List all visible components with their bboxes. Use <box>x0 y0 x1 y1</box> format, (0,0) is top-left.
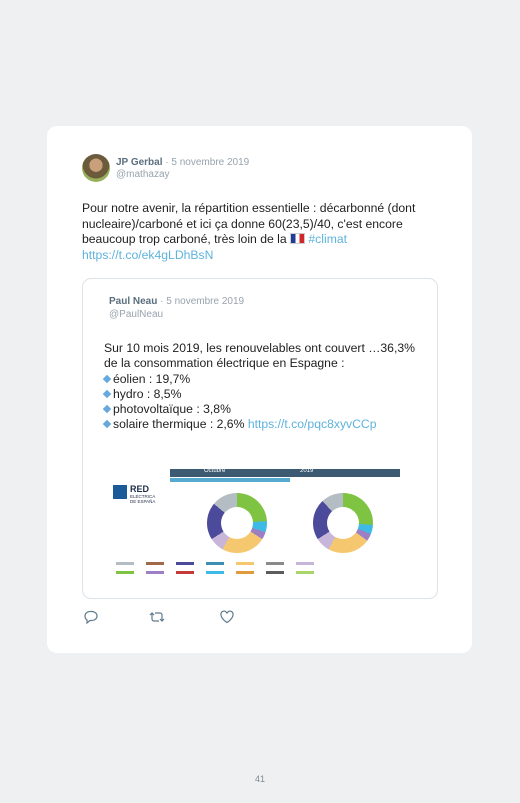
author-name[interactable]: JP Gerbal <box>116 157 163 168</box>
quoted-author-handle[interactable]: @PaulNeau <box>109 309 164 320</box>
legend-swatch <box>176 562 194 565</box>
list-item: photovoltaïque : 3,8% <box>104 402 424 417</box>
logo-line-3: DE ESPAÑA <box>130 499 156 504</box>
legend-swatch <box>176 571 194 574</box>
quoted-author-name[interactable]: Paul Neau <box>109 296 158 307</box>
diamond-icon <box>103 405 111 413</box>
legend-swatch <box>266 571 284 574</box>
chart-legend <box>116 559 406 577</box>
tweet-date[interactable]: · 5 novembre 2019 <box>165 157 250 168</box>
reply-icon[interactable] <box>83 609 99 625</box>
tweet-link[interactable]: https://t.co/ek4gLDhBsN <box>82 247 214 262</box>
media-url-bar <box>170 478 290 482</box>
quoted-date[interactable]: · 5 novembre 2019 <box>160 296 245 307</box>
legend-swatch <box>116 562 134 565</box>
legend-swatch <box>296 562 314 565</box>
legend-swatch <box>146 571 164 574</box>
legend-swatch <box>116 571 134 574</box>
donut-chart-left <box>207 493 267 553</box>
author-handle[interactable]: @mathazay <box>116 169 170 180</box>
tweet-body: Pour notre avenir, la répartition essentielle : décarbonné (dont nucleaire)/carboné et ici ça donne 60(23,5)/40, c'est encore beaucoup trop carboné, très loin de la <box>82 201 416 246</box>
media-header-left: Octubre <box>204 468 226 474</box>
hashtag-link[interactable]: #climat <box>308 232 348 246</box>
france-flag-icon <box>290 233 305 244</box>
donut-chart-right <box>313 493 373 553</box>
diamond-icon <box>103 390 111 398</box>
list-item: éolien : 19,7% <box>104 372 424 387</box>
quoted-tweet[interactable] <box>82 278 438 599</box>
diamond-icon <box>103 420 111 428</box>
legend-swatch <box>236 571 254 574</box>
legend-swatch <box>146 562 164 565</box>
list-item: hydro : 8,5% <box>104 387 424 402</box>
tweet-card <box>47 126 472 653</box>
quoted-text <box>104 341 424 433</box>
tweet-text <box>82 201 434 263</box>
legend-swatch <box>296 571 314 574</box>
ree-logo <box>113 485 173 509</box>
legend-swatch <box>206 562 224 565</box>
list-item: solaire thermique : 2,6% https://t.co/pqc8xyvCCp <box>104 417 424 432</box>
quoted-link[interactable]: https://t.co/pqc8xyvCCp <box>247 417 377 432</box>
legend-swatch <box>266 562 284 565</box>
quoted-media-image[interactable] <box>113 467 413 585</box>
logo-line-2: ELÉCTRICA <box>130 494 156 499</box>
page-number: 41 <box>254 774 265 784</box>
avatar[interactable] <box>82 154 110 182</box>
retweet-icon[interactable] <box>149 609 165 625</box>
heart-icon[interactable] <box>219 609 235 625</box>
logo-line-1: RED <box>130 484 150 494</box>
legend-swatch <box>206 571 224 574</box>
legend-swatch <box>236 562 254 565</box>
ree-logo-mark-icon <box>113 485 127 499</box>
diamond-icon <box>103 374 111 382</box>
quoted-intro: Sur 10 mois 2019, les renouvelables ont couvert …36,3% de la consommation électrique en Espagne : <box>104 341 415 371</box>
media-header-bar <box>170 469 400 477</box>
media-header-right: 2019 <box>300 468 314 474</box>
